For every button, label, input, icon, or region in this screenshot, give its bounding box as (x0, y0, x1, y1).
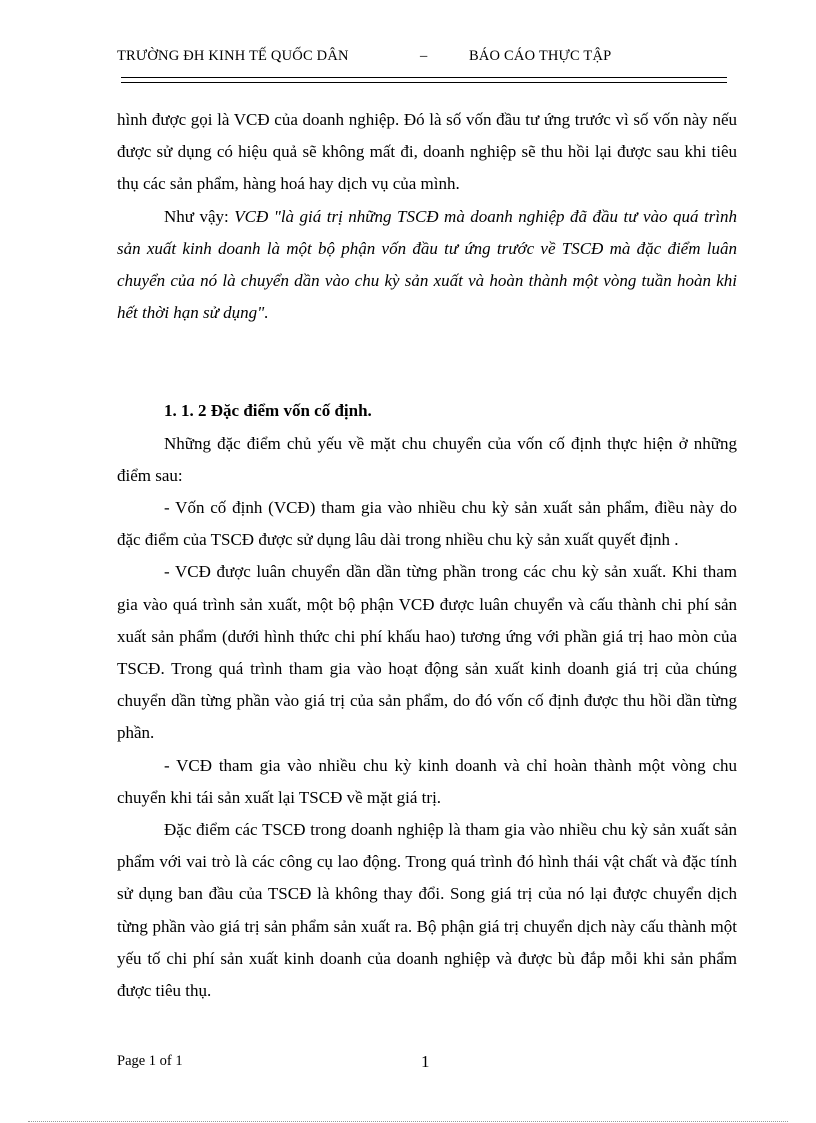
paragraph-bullet-1: - Vốn cố định (VCĐ) tham gia vào nhiều chu kỳ sản xuất sản phẩm, điều này do đặc điểm của TSCĐ được sử dụng lâu dài trong nhiều chu kỳ sản xuất quyết định . (117, 498, 737, 550)
page-bottom-border (28, 1121, 788, 1122)
header-report-title: BÁO CÁO THỰC TẬP (469, 48, 612, 64)
header-separator: – (420, 48, 428, 64)
footer-page-number: 1 (421, 1052, 430, 1071)
paragraph-vcd-definition (117, 201, 737, 330)
section-spacer (117, 329, 737, 395)
paragraph-vcd-intro: hình được gọi là VCĐ của doanh nghiệp. Đó là số vốn đầu tư ứng trước vì số vốn này nếu được sử dụng có hiệu quả sẽ không mất đi, doanh nghiệp sẽ thu hồi lại được sau khi tiêu thụ các sản phẩm, hàng hoá hay dịch vụ của mình. (117, 110, 737, 194)
paragraph-characteristics-intro: Những đặc điểm chủ yếu về mặt chu chuyển của vốn cố định thực hiện ở những điểm sau: (117, 433, 737, 485)
footer-page-label: Page 1 of 1 (117, 1053, 183, 1069)
header-rule-bottom (121, 82, 727, 83)
section-heading: 1. 1. 2 Đặc điểm vốn cố định. (164, 401, 372, 421)
document-body (117, 104, 737, 1007)
page-header (117, 48, 737, 68)
paragraph-tscd-characteristics: Đặc điểm các TSCĐ trong doanh nghiệp là tham gia vào nhiều chu kỳ sản xuất sản phẩm với vai trò là các công cụ lao động. Trong quá trình đó hình thái vật chất và đặc tính sử dụng ban đầu của TSCĐ là không thay đổi. Song giá trị của nó lại được chuyển dịch từng phần vào giá trị sản phẩm sản xuất ra. Bộ phận giá trị chuyển dịch này cấu thành một yếu tố chi phí sản xuất kinh doanh của doanh nghiệp và được bù đắp mỗi khi sản phẩm được tiêu thụ. (117, 820, 737, 1001)
definition-quote: VCĐ "là giá trị những TSCĐ mà doanh nghiệp đã đầu tư vào quá trình sản xuất kinh doanh là một bộ phận vốn đầu tư ứng trước về TSCĐ mà đặc điểm luân chuyển của nó là chuyển dần vào chu kỳ sản xuất và hoàn thành một vòng tuần hoàn khi hết thời hạn sử dụng". (117, 206, 738, 323)
header-university: TRƯỜNG ĐH KINH TẾ QUỐC DÂN (117, 48, 349, 64)
header-rule-top (121, 77, 727, 78)
paragraph-bullet-2: - VCĐ được luân chuyển dần dần từng phần trong các chu kỳ sản xuất. Khi tham gia vào quá trình sản xuất, một bộ phận VCĐ được luân chuyển và cấu thành chi phí sản xuất sản phẩm (dưới hình thức chi phí khấu hao) tương ứng với phần giá trị hao mòn của TSCĐ. Trong quá trình tham gia vào hoạt động sản xuất kinh doanh giá trị của chúng chuyển dần từng phần vào giá trị của sản phẩm, do đó vốn cố định được thu hồi dần từng phần. (117, 562, 737, 743)
definition-lead: Như vậy: (164, 206, 235, 226)
paragraph-bullet-3: - VCĐ tham gia vào nhiều chu kỳ kinh doanh và chỉ hoàn thành một vòng chu chuyển khi tái sản xuất lại TSCĐ về mặt giá trị. (117, 755, 737, 807)
